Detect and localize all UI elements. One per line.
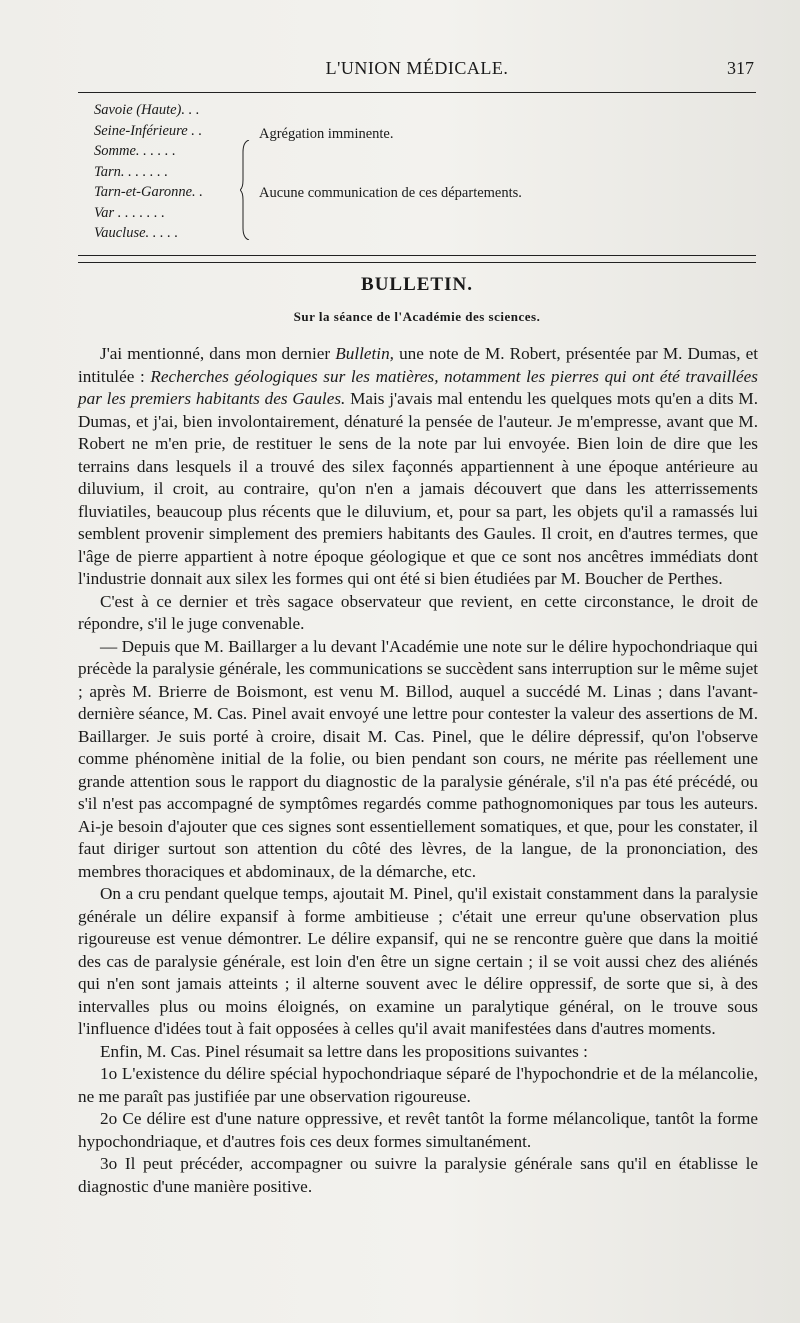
paragraph-6: 1o L'existence du délire spécial hypochondriaque séparé de l'hypochondrie et de la mélancolie, ne me paraît pas justifiée par une observation rigoureuse. (78, 1064, 758, 1106)
department-table (94, 100, 754, 245)
note-aucune-communication: Aucune communication de ces départements. (259, 185, 522, 201)
paragraph-8: 3o Il peut précéder, accompagner ou suivre la paralysie générale sans qu'il en établisse le diagnostic d'une manière positive. (78, 1154, 758, 1196)
department-item: Somme. . . . . . (94, 143, 176, 159)
paragraph-1 (78, 343, 758, 591)
department-item: Tarn-et-Garonne. . (94, 184, 203, 200)
department-item: Savoie (Haute). . . (94, 102, 200, 118)
section-double-rule (78, 255, 756, 263)
journal-title: L'UNION MÉDICALE. (325, 58, 509, 78)
note-agregation: Agrégation imminente. (259, 126, 394, 142)
department-item: Tarn. . . . . . . (94, 163, 169, 180)
p1-text-a: J'ai mentionné, dans mon dernier (100, 344, 336, 363)
department-item: Seine-Inférieure . . (94, 122, 203, 139)
p1-title-italic: Recherches géologiques sur les matières, notamment les pierres qui ont été travaillées par les premiers habitants des Gaules. (78, 366, 759, 408)
department-list (94, 100, 264, 244)
paragraph-7: 2o Ce délire est d'une nature oppressive, et revêt tantôt la forme mélancolique, tantôt la forme hypochondriaque, et d'autres fois ces deux formes simultanément. (78, 1109, 758, 1151)
paragraph-2: C'est à ce dernier et très sagace observateur que revient, en cette circonstance, le droit de répondre, s'il le juge convenable. (78, 591, 758, 633)
header-rule (78, 92, 756, 93)
p1-text-c: une note de M. Robert, présentée par M. Dumas, et intitulée : (78, 344, 758, 386)
bulletin-heading: BULLETIN. (361, 274, 473, 295)
paragraph-3: — Depuis que M. Baillarger a lu devant l'Académie une note sur le délire hypochondriaque qui précède la paralysie générale, les communications se succèdent sans interruption sur le même sujet ; après M. Brierre de Boismont, est venu M. Billod, auquel a succédé M. Linas ; dans l'avant-dernière séance, M. Cas. Pinel avait envoyé une lettre pour contester la valeur des assertions de M. Baillarger. Je suis porté à croire, disait M. Cas. Pinel, que le délire dépressif, qu'on l'observe comme phénomène initial de la folie, ou bien pendant son cours, ne mérite pas réellement une grande attention sous le rapport du diagnostic de la paralysie générale, s'il n'a pas été précédé, ou s'il n'est pas accompagné de symptômes regardés comme pathognomoniques par tous les auteurs. Ai-je besoin d'ajouter que ces signes sont essentiellement somatiques, et que, pour les constater, il faut diriger surtout son attention du côté des lèvres, de la langue, de la prononciation, des membres thoraciques et abdominaux, de la démarche, etc. (78, 636, 758, 881)
paragraph-4: On a cru pendant quelque temps, ajoutait M. Pinel, qu'il existait constamment dans la paralysie générale un délire expansif à forme ambitieuse ; c'était une erreur qu'une observation plus rigoureuse est venue démontrer. Le délire expansif, qui ne se rencontre guère que dans la moitié des cas de paralysie générale, est loin d'en être un signe certain ; il se voit aussi chez des aliénés qui n'en sont jamais atteints ; il alterne souvent avec le délire oppressif, de sorte que si, à des intervalles plus ou moins éloignés, on examine un paralytique général, on le trouve sous l'influence d'idées tout à fait opposées à celles qu'il avait manifestées dans d'autres moments. (78, 884, 758, 1038)
p1-text-e: Mais j'avais mal entendu les quelques mots qu'en a dits M. Dumas, et j'ai, bien involontairement, dénaturé la pensée de l'auteur. Je m'empresse, avant que M. Robert ne m'en prie, de restituer le sens de la note par lui envoyée. Bien loin de dire que les terrains dans lesquels il a trouvé des silex façonnés appartiennent à une époque antérieure au diluvium, il croit, au contraire, qu'on n'en a jamais découvert que dans les atterrissements fluviatiles, beaucoup plus récents que le diluvium, et, pour sa part, les objets qu'il a ramassés lui semblent provenir simplement des premiers habitants des Gaules. Il croit, en d'autres termes, que l'âge de pierre appartient à notre époque géologique et que ce sont nos ancêtres immédiats dont l'industrie donnait aux silex les formes qui ont été si bien étudiées par M. Boucher de Perthes. (78, 389, 758, 588)
p1-bulletin-italic: Bulletin, (335, 344, 394, 363)
department-item: Var . . . . . . . (94, 204, 165, 221)
running-header (78, 58, 756, 86)
page-number: 317 (727, 58, 754, 78)
paragraph-5: Enfin, M. Cas. Pinel résumait sa lettre dans les propositions suivantes : (100, 1041, 588, 1061)
department-item: Vaucluse. . . . . (94, 225, 179, 241)
bulletin-subheading: Sur la séance de l'Académie des sciences. (293, 309, 541, 324)
brace-icon (240, 140, 250, 240)
article-body (78, 343, 758, 1198)
